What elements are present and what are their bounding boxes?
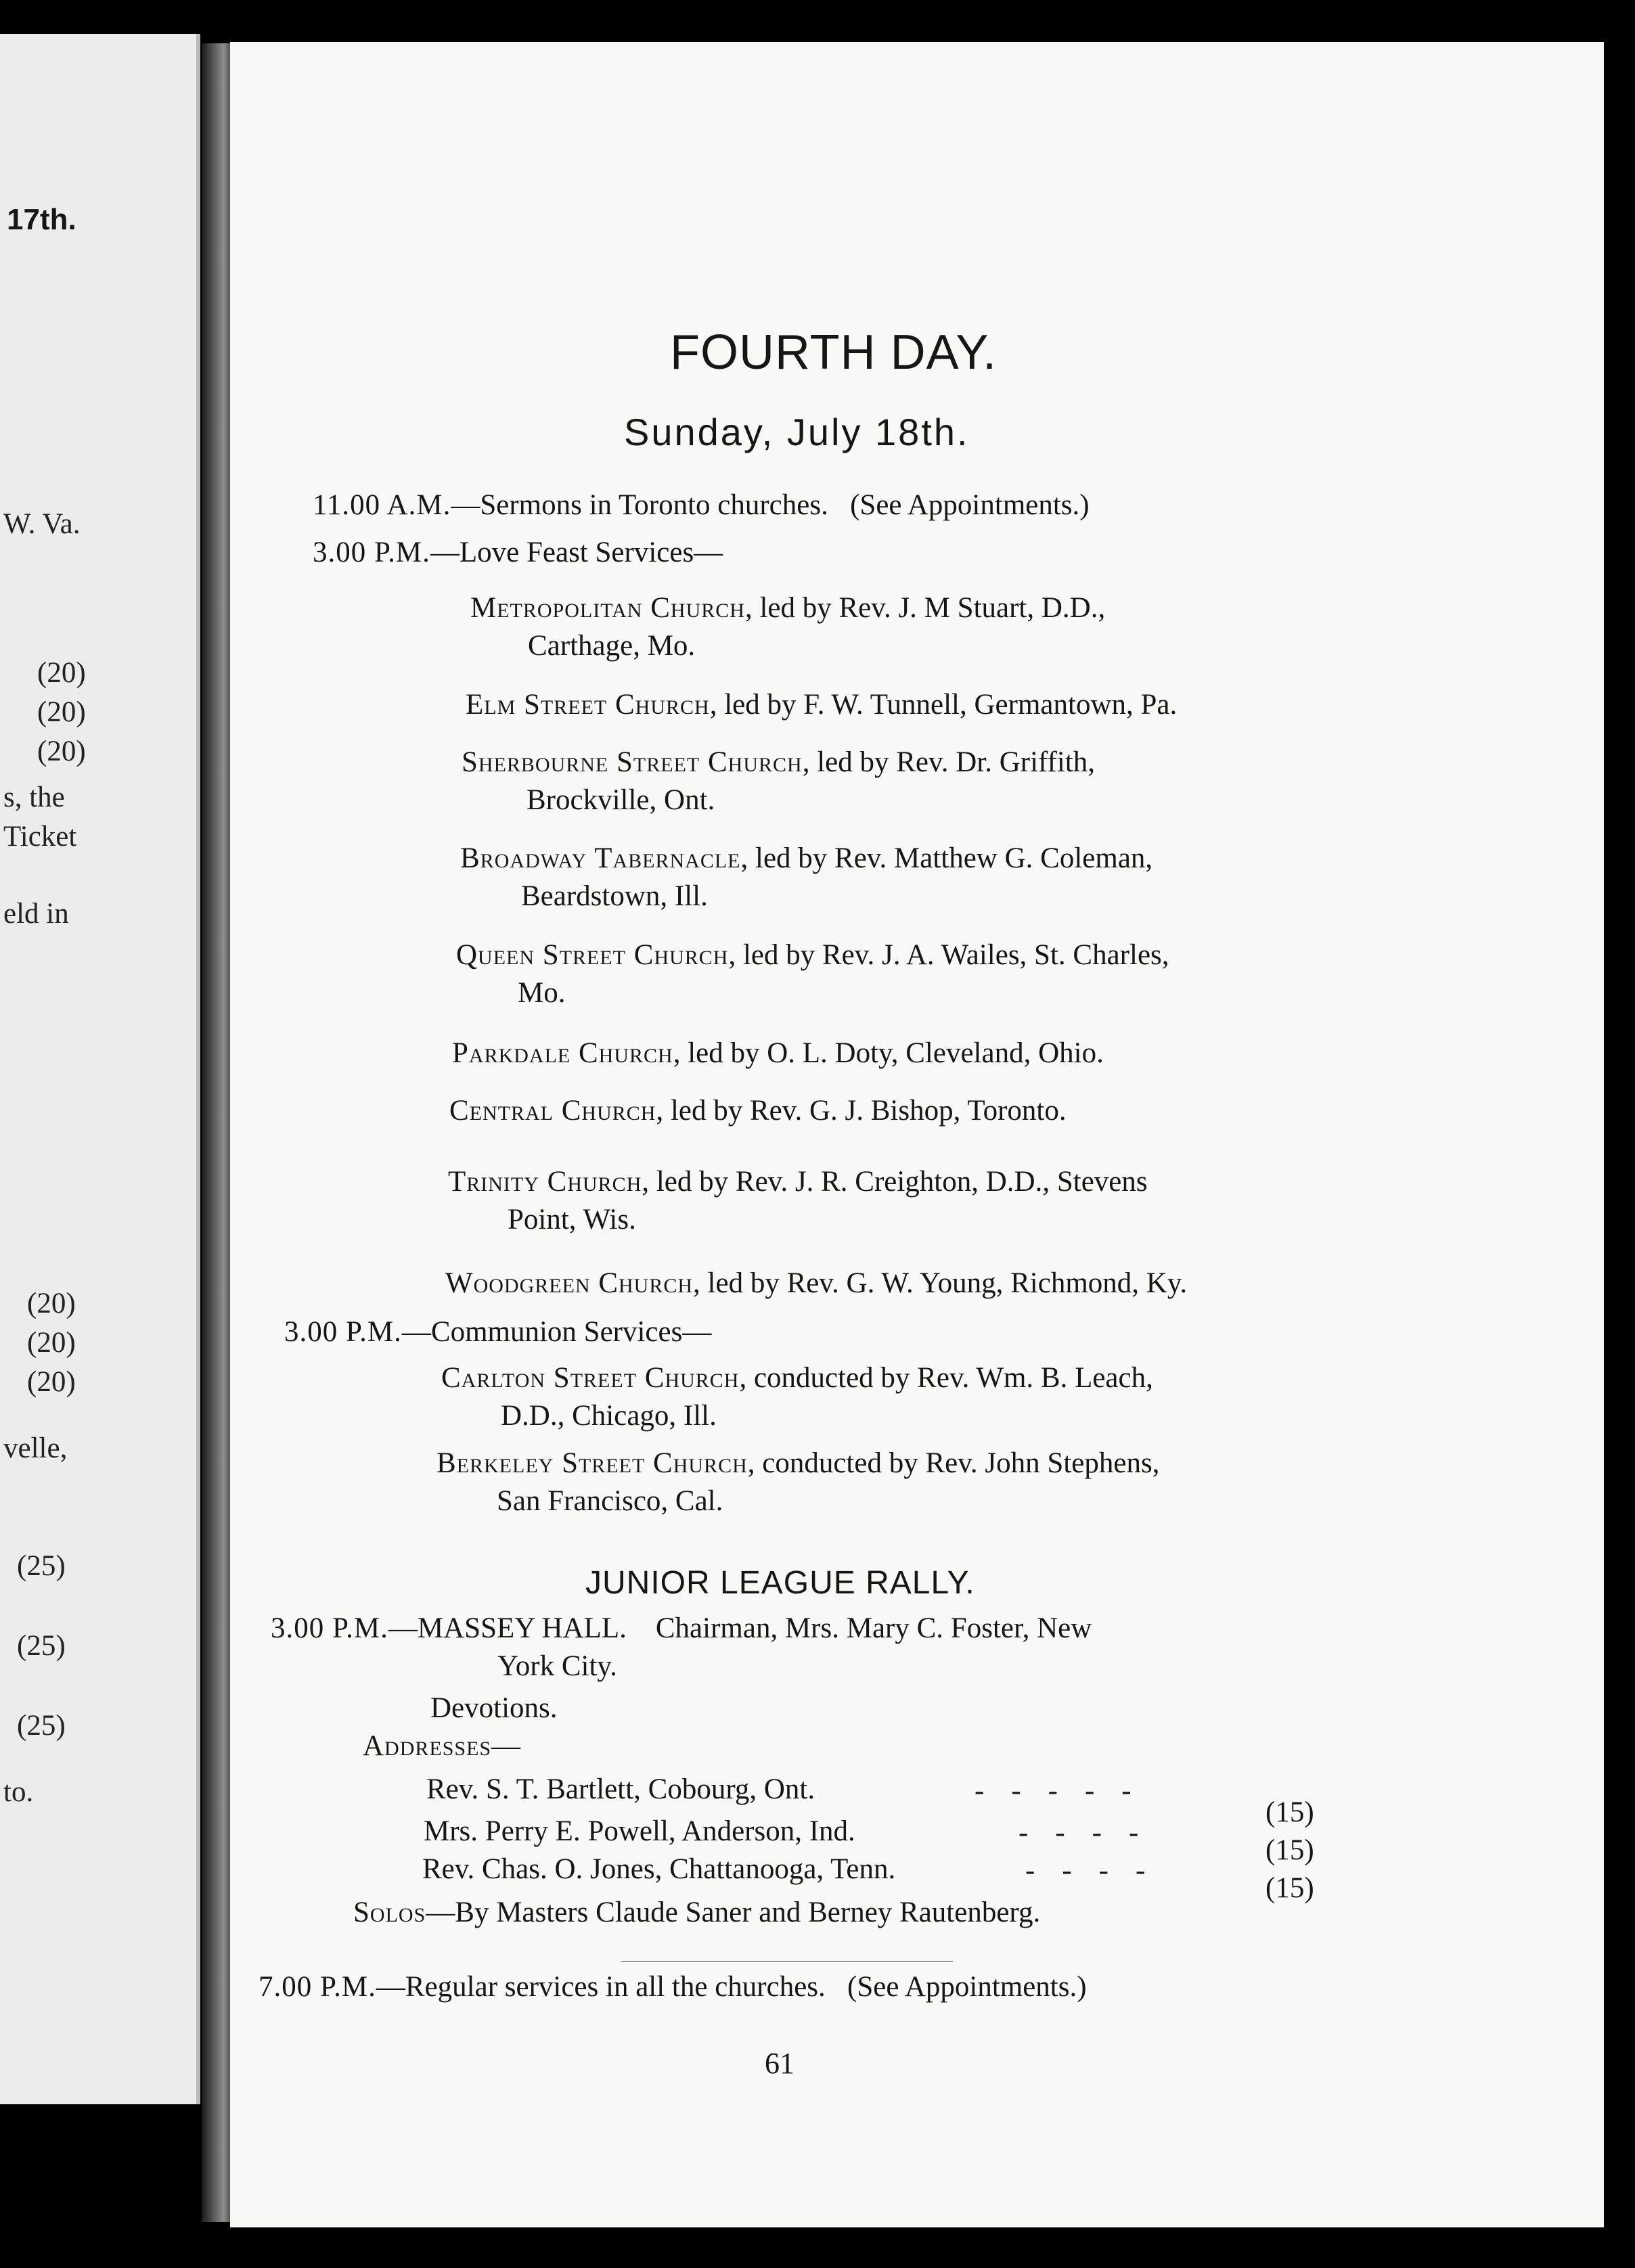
rally-line-continuation: York City. bbox=[497, 1650, 617, 1682]
list-item bbox=[452, 1037, 1104, 1070]
list-item-continuation: D.D., Chicago, Ill. bbox=[501, 1400, 717, 1432]
left-fragment: (20) bbox=[37, 696, 86, 728]
list-item bbox=[445, 1267, 1187, 1300]
list-item bbox=[448, 1165, 1148, 1198]
list-item-continuation: Point, Wis. bbox=[508, 1204, 636, 1235]
duration-label: (15) bbox=[1266, 1834, 1314, 1866]
leader-text: , led by Rev. Matthew G. Coleman, bbox=[740, 842, 1153, 874]
left-fragment: (25) bbox=[17, 1550, 66, 1582]
left-fragment: (20) bbox=[27, 1288, 76, 1319]
leader-text: , conducted by Rev. Wm. B. Leach, bbox=[739, 1362, 1153, 1394]
left-fragment: (25) bbox=[17, 1710, 66, 1742]
left-fragment: W. Va. bbox=[3, 508, 81, 540]
church-name: Carlton Street Church bbox=[441, 1362, 740, 1394]
leader-text: , conducted by Rev. John Stephens, bbox=[747, 1447, 1160, 1479]
list-item: Rev. Chas. O. Jones, Chattanooga, Tenn. bbox=[422, 1853, 896, 1885]
time-label: 3.00 P.M. bbox=[313, 537, 430, 568]
event-note: (See Appointments.) bbox=[847, 1971, 1087, 2003]
left-fragment: to. bbox=[3, 1776, 34, 1808]
time-label: 3.00 P.M. bbox=[284, 1316, 402, 1348]
list-item-continuation: Beardstown, Ill. bbox=[521, 880, 708, 912]
church-name: Queen Street Church bbox=[456, 939, 729, 971]
solos-text: —By Masters Claude Saner and Berney Rautenberg. bbox=[426, 1897, 1041, 1928]
schedule-line-communion bbox=[284, 1315, 711, 1348]
list-item bbox=[456, 938, 1169, 972]
chairman-text: Chairman, Mrs. Mary C. Foster, New bbox=[655, 1612, 1092, 1644]
list-item bbox=[441, 1361, 1153, 1394]
church-name: Woodgreen Church bbox=[445, 1267, 694, 1299]
page-number: 61 bbox=[765, 2047, 794, 2080]
page-subtitle-date: Sunday, July 18th. bbox=[624, 411, 970, 453]
church-name: Sherbourne Street Church bbox=[462, 746, 803, 778]
left-fragment: (20) bbox=[27, 1327, 76, 1359]
list-item-continuation: Carthage, Mo. bbox=[528, 630, 696, 662]
left-fragment: eld in bbox=[3, 898, 69, 930]
duration-label: (15) bbox=[1266, 1872, 1314, 1904]
devotions-text: Devotions. bbox=[430, 1692, 558, 1724]
divider bbox=[621, 1961, 953, 1962]
event-text: —Love Feast Services— bbox=[430, 537, 723, 568]
leader-text: , led by Rev. G. W. Young, Richmond, Ky. bbox=[693, 1267, 1188, 1299]
event-text: —Communion Services— bbox=[401, 1316, 712, 1348]
schedule-line-love-feast bbox=[313, 536, 723, 569]
church-name: Elm Street Church bbox=[466, 689, 710, 721]
event-text: —Sermons in Toronto churches. bbox=[451, 489, 828, 521]
list-item-continuation: Brockville, Ont. bbox=[527, 784, 715, 816]
list-item: Rev. S. T. Bartlett, Cobourg, Ont. bbox=[426, 1773, 815, 1805]
leader-dots: ---- bbox=[1018, 1817, 1166, 1849]
list-item-continuation: San Francisco, Cal. bbox=[497, 1485, 723, 1517]
rally-line bbox=[271, 1612, 1092, 1645]
time-label: 7.00 P.M. bbox=[259, 1971, 376, 2003]
leader-text: , led by Rev. G. J. Bishop, Toronto. bbox=[656, 1095, 1067, 1127]
leader-dots: ---- bbox=[1025, 1855, 1173, 1886]
church-name: Central Church bbox=[449, 1095, 656, 1127]
left-fragment: velle, bbox=[3, 1432, 68, 1464]
church-name: Broadway Tabernacle bbox=[460, 842, 741, 874]
left-fragment: Ticket bbox=[3, 821, 77, 853]
leader-text: , led by F. W. Tunnell, Germantown, Pa. bbox=[709, 689, 1178, 721]
list-item bbox=[436, 1447, 1159, 1480]
list-item: Mrs. Perry E. Powell, Anderson, Ind. bbox=[424, 1815, 855, 1847]
schedule-line-evening bbox=[259, 1970, 1087, 2003]
book-page bbox=[230, 42, 1604, 2227]
duration-label: (15) bbox=[1266, 1796, 1314, 1828]
left-fragment: (25) bbox=[17, 1630, 66, 1662]
leader-text: , led by Rev. J. M Stuart, D.D., bbox=[744, 592, 1106, 624]
page-title: FOURTH DAY. bbox=[670, 325, 998, 380]
book-spine bbox=[202, 43, 233, 2222]
left-fragment: (20) bbox=[27, 1366, 76, 1398]
solos-line bbox=[353, 1896, 1040, 1929]
leader-text: , led by O. L. Doty, Cleveland, Ohio. bbox=[673, 1037, 1104, 1069]
time-label: 3.00 P.M. bbox=[271, 1612, 388, 1644]
list-item bbox=[449, 1094, 1067, 1127]
church-name: Parkdale Church bbox=[452, 1037, 673, 1069]
left-page-header: 17th. bbox=[7, 203, 76, 236]
left-fragment: (20) bbox=[37, 735, 86, 767]
venue-text: —MASSEY HALL. bbox=[388, 1612, 627, 1644]
left-fragment: (20) bbox=[37, 657, 86, 689]
list-item bbox=[466, 688, 1177, 721]
left-fragment: s, the bbox=[3, 781, 65, 813]
list-item bbox=[460, 842, 1152, 875]
church-name: Metropolitan Church bbox=[470, 592, 745, 624]
list-item bbox=[462, 746, 1095, 779]
solos-label: Solos bbox=[353, 1897, 426, 1928]
time-label: 11.00 A.M. bbox=[313, 489, 451, 521]
church-name: Trinity Church bbox=[448, 1166, 642, 1198]
leader-text: , led by Rev. J. R. Creighton, D.D., Stevens bbox=[642, 1166, 1148, 1198]
list-item-continuation: Mo. bbox=[518, 977, 566, 1009]
leader-text: , led by Rev. Dr. Griffith, bbox=[802, 746, 1096, 778]
leader-dots: ----- bbox=[975, 1775, 1159, 1807]
event-note: (See Appointments.) bbox=[850, 489, 1090, 521]
section-title: JUNIOR LEAGUE RALLY. bbox=[585, 1565, 975, 1601]
event-text: —Regular services in all the churches. bbox=[376, 1971, 826, 2003]
schedule-line-sermons bbox=[313, 489, 1090, 522]
list-item bbox=[470, 591, 1105, 625]
church-name: Berkeley Street Church bbox=[436, 1447, 748, 1479]
leader-text: , led by Rev. J. A. Wailes, St. Charles, bbox=[728, 939, 1169, 971]
left-facing-page bbox=[0, 34, 200, 2104]
addresses-label: Addresses— bbox=[363, 1730, 522, 1762]
